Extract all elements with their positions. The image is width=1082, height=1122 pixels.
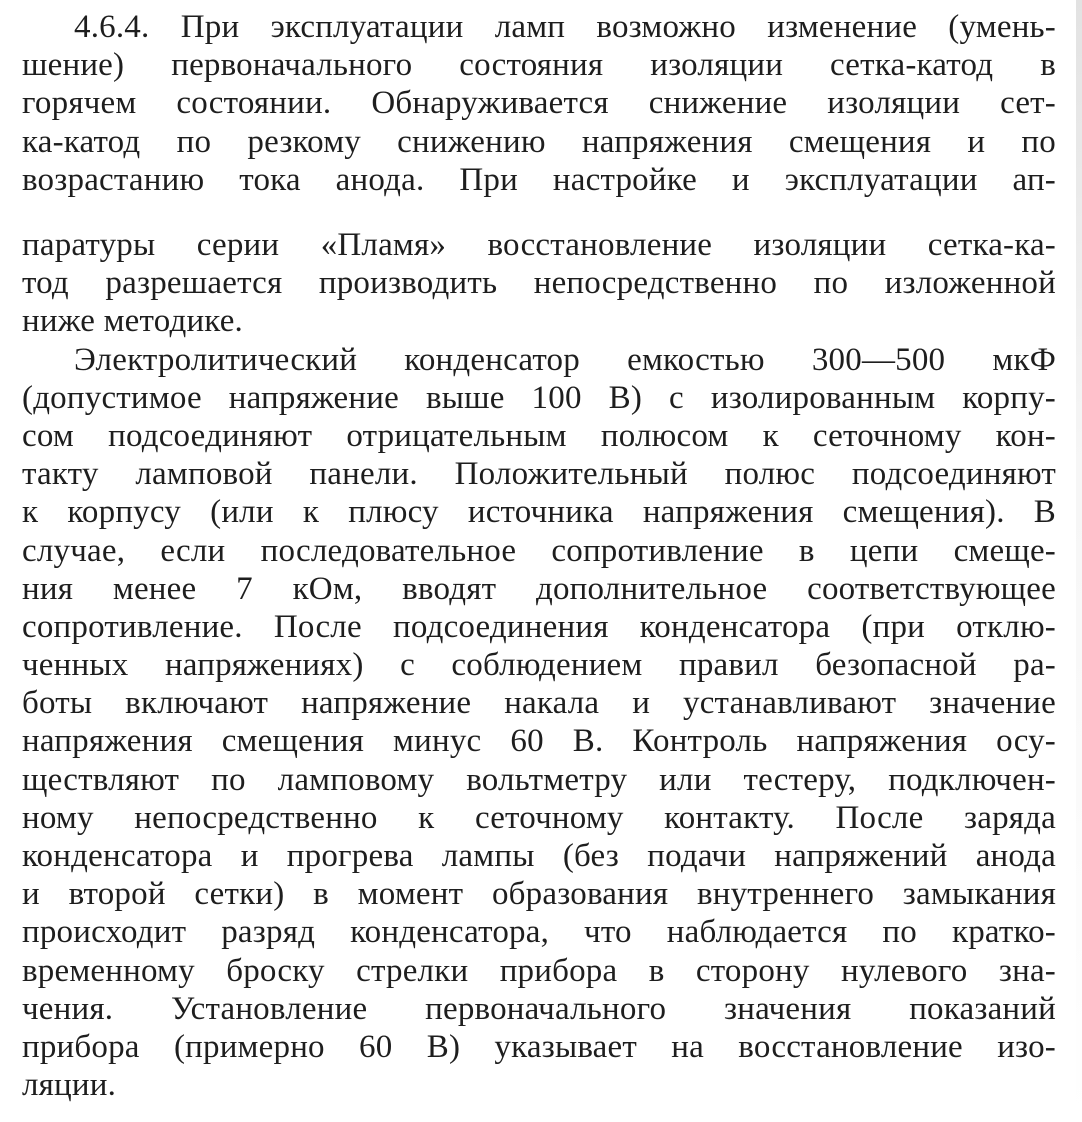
scan-edge-shadow [1076, 0, 1082, 1122]
text-line: ществляют по ламповому вольтметру или тестеру, подключен- [22, 761, 1056, 798]
text-line: ниже методике. [22, 303, 244, 340]
text-line: горячем состоянии. Обнаруживается снижение изоляции сет- [22, 85, 1056, 122]
text-line: (допустимое напряжение выше 100 В) с изолированным корпу- [22, 379, 1056, 416]
text-line: ному непосредственно к сеточному контакту. После заряда [22, 799, 1056, 836]
text-line: ляции. [22, 1067, 117, 1104]
text-line: случае, если последовательное сопротивление в цепи смеще- [22, 532, 1056, 569]
text-line: возрастанию тока анода. При настройке и эксплуатации ап- [22, 161, 1056, 198]
text-line: конденсатора и прогрева лампы (без подачи напряжений анода [22, 838, 1056, 874]
text-line: 4.6.4. При эксплуатации ламп возможно изменение (умень- [74, 9, 1056, 45]
text-line: и второй сетки) в момент образования внутреннего замыкания [22, 876, 1056, 913]
text-line: ка-катод по резкому снижению напряжения смещения и по [22, 123, 1056, 160]
text-line: такту ламповой панели. Положительный полюс подсоединяют [22, 456, 1056, 493]
text-line: к корпусу (или к плюсу источника напряжения смещения). В [22, 494, 1056, 531]
text-line: паратуры серии «Пламя» восстановление изоляции сетка-ка- [22, 227, 1056, 263]
text-block-top [22, 8, 1056, 199]
text-line: временному броску стрелки прибора в сторону нулевого зна- [22, 952, 1056, 989]
text-line: Электролитический конденсатор емкостью 300—500 мкФ [74, 341, 1056, 378]
text-line: сопротивление. После подсоединения конденсатора (при отклю- [22, 608, 1056, 645]
text-line: сом подсоединяют отрицательным полюсом к сеточному кон- [22, 417, 1056, 454]
text-line: чения. Установление первоначального значения показаний [22, 990, 1056, 1027]
text-line: ния менее 7 кОм, вводят дополнительное соответствующее [22, 570, 1056, 607]
text-line: напряжения смещения минус 60 В. Контроль напряжения осу- [22, 723, 1056, 760]
text-line: прибора (примерно 60 В) указывает на восстановление изо- [22, 1028, 1056, 1065]
text-line: ченных напряжениях) с соблюдением правил безопасной ра- [22, 647, 1056, 684]
text-line: боты включают напряжение накала и устанавливают значение [22, 685, 1056, 722]
text-line: тод разрешается производить непосредственно по изложенной [22, 265, 1056, 302]
text-block-bottom [22, 226, 1056, 1104]
text-line: происходит разряд конденсатора, что наблюдается по кратко- [22, 914, 1056, 951]
text-line: шение) первоначального состояния изоляции сетка-катод в [22, 47, 1056, 84]
